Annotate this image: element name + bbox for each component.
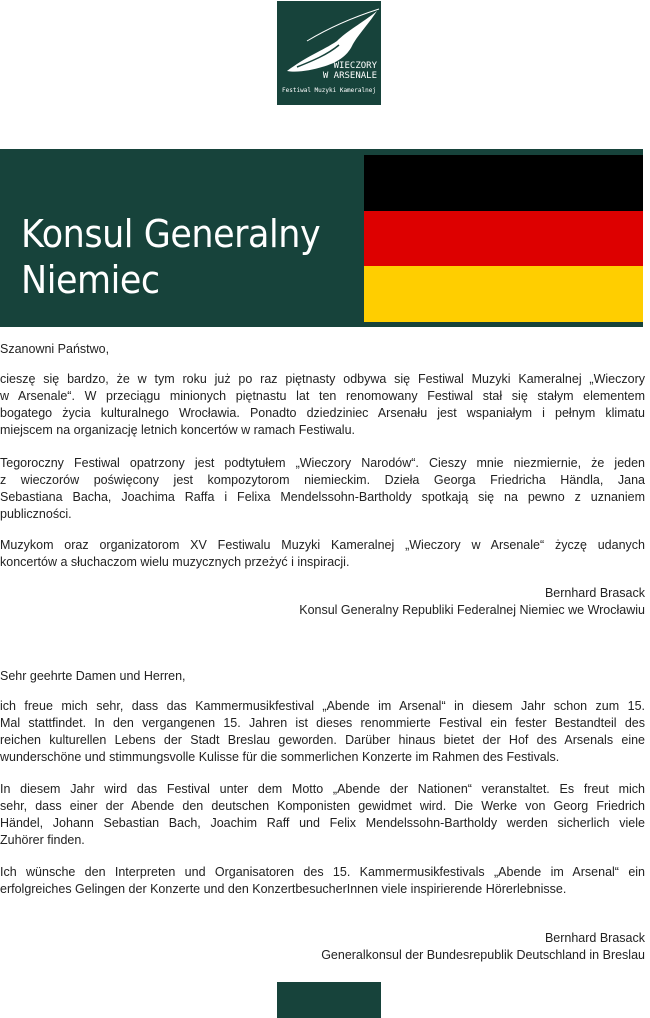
paragraph — [0, 864, 645, 898]
paragraph-line: miejscem na organizację letnich koncertów w ramach Festiwalu. — [0, 423, 356, 437]
paragraph — [0, 781, 645, 849]
paragraph — [0, 537, 645, 571]
paragraph-line: z wieczorów poświęcony jest kompozytorom niemieckim. Dzieła Georga Friedricha Händla, Jana — [0, 473, 645, 487]
title-line2: Niemiec — [21, 258, 160, 302]
signature — [0, 585, 645, 619]
logo-line2: W ARSENALE — [322, 71, 377, 81]
paragraph-line: publiczności. — [0, 507, 72, 521]
paragraph-line: cieszę się bardzo, że w tym roku już po raz piętnasty odbywa się Festiwal Muzyki Kameralnej „Wieczory — [0, 372, 645, 386]
footer-block — [277, 982, 381, 1018]
paragraph-line: wunderschöne und stimmungsvolle Kulisse für die sommerlichen Konzerte im Rahmen des Festivals. — [0, 750, 560, 764]
flag-stripe-red — [364, 211, 643, 267]
paragraph-line: ich freue mich sehr, dass das Kammermusikfestival „Abende im Arsenal“ in diesem Jahr schon zum 15. — [0, 699, 645, 713]
paragraph-line: Zuhörer finden. — [0, 833, 85, 847]
paragraph-line: Sebastiana Bacha, Joachima Raffa i Felixa Mendelssohn-Bartholdy spotkają się na pewno z uznaniem — [0, 490, 645, 504]
paragraph-line: bogatego życia kulturalnego Wrocławia. Ponadto dziedziniec Arsenału jest wspaniałym i pełnym klimatu — [0, 406, 645, 420]
paragraph — [0, 455, 645, 523]
signature-title: Generalkonsul der Bundesrepublik Deutschland in Breslau — [321, 948, 645, 962]
greeting: Sehr geehrte Damen und Herren, — [0, 669, 186, 683]
paragraph-line: erfolgreiches Gelingen der Konzerte und den KonzertbesucherInnen viele inspirierende Hörerlebnisse. — [0, 882, 567, 896]
paragraph-line: koncertów a słuchaczom wielu muzycznych przeżyć i inspiracji. — [0, 555, 350, 569]
paragraph-line: Ich wünsche den Interpreten und Organisatoren des 15. Kammermusikfestivals „Abende im Arsenal“ ein — [0, 865, 645, 879]
logo-subtitle: Festiwal Muzyki Kameralnej — [282, 87, 376, 94]
paragraph-line: In diesem Jahr wird das Festival unter dem Motto „Abende der Nationen“ veranstaltet. Es freut mich — [0, 782, 645, 796]
page-title — [21, 211, 320, 303]
paragraph-line: sehr, dass einer der Abende den deutschen Komponisten gewidmet wird. Die Werke von Georg Friedrich — [0, 799, 645, 813]
logo-line1: WIECZORY — [333, 61, 377, 71]
paragraph — [0, 371, 645, 439]
festival-logo — [277, 1, 381, 105]
header-banner — [0, 149, 643, 327]
paragraph-line: Tegoroczny Festiwal opatrzony jest podtytułem „Wieczory Narodów“. Cieszy mnie niezmiernie, że jeden — [0, 456, 645, 470]
paragraph-line: Händel, Johann Sebastian Bach, Joachim Raff und Felix Mendelssohn-Bartholdy werden sicherlich viele — [0, 816, 645, 830]
paragraph-line: Muzykom oraz organizatorom XV Festiwalu Muzyki Kameralnej „Wieczory w Arsenale“ życzę udanych — [0, 538, 645, 552]
greeting: Szanowni Państwo, — [0, 342, 110, 356]
german-flag — [364, 155, 643, 322]
flag-stripe-gold — [364, 266, 643, 322]
signature-name: Bernhard Brasack — [544, 586, 645, 600]
paragraph-line: w Arsenale“. W przeciągu minionych piętnastu lat ten renomowany Festiwal stał się stałym elementem — [0, 389, 645, 403]
signature-title: Konsul Generalny Republiki Federalnej Niemiec we Wrocławiu — [299, 603, 645, 617]
paragraph-line: reichen kulturellen Lebens der Stadt Breslau geworden. Darüber hinaus bietet der Hof des Arsenals eine — [0, 733, 645, 747]
paragraph-line: Mal stattfindet. In den vergangenen 15. Jahren ist dieses renommierte Festival ein fester Bestandteil des — [0, 716, 645, 730]
signature-name: Bernhard Brasack — [544, 931, 645, 945]
paragraph — [0, 698, 645, 766]
flag-stripe-black — [364, 155, 643, 211]
title-line1: Konsul Generalny — [21, 212, 321, 256]
signature — [0, 930, 645, 964]
